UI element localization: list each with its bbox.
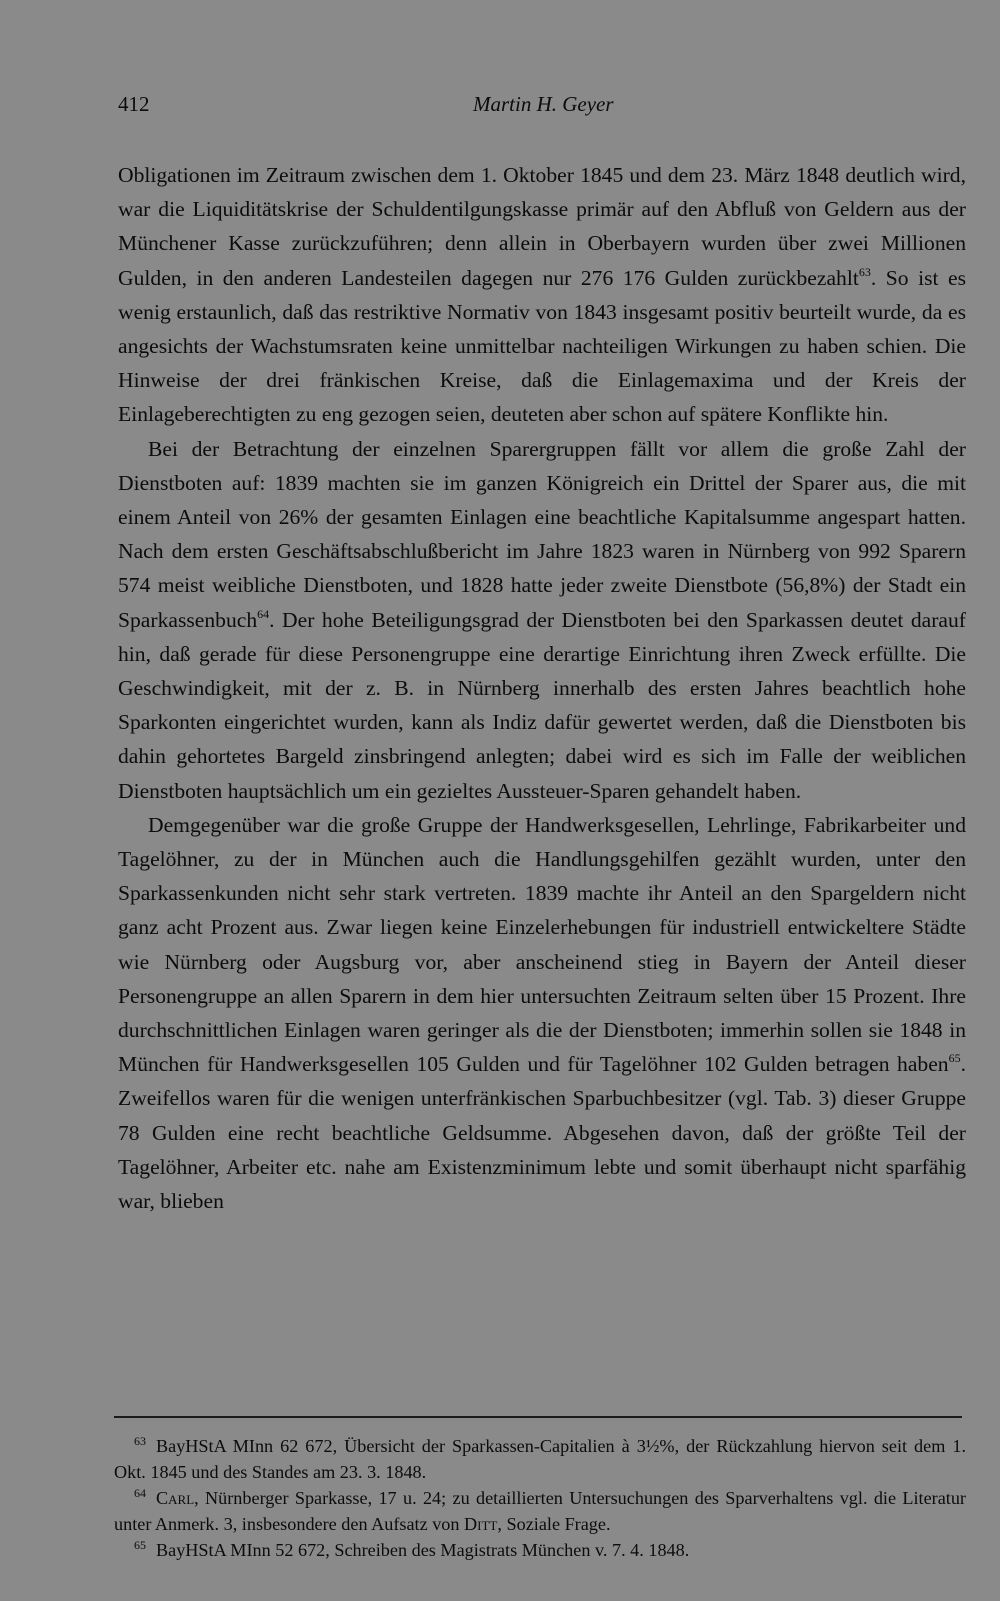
- page-number: 412: [118, 92, 150, 116]
- paragraph-2: [118, 432, 966, 808]
- footnote-text: , Soziale Frage.: [497, 1514, 611, 1534]
- paragraph-3-text-b: . Zweifellos waren für die wenigen unterfränkischen Sparbuchbesitzer (vgl. Tab. 3) dieser Gruppe 78 Gulden eine recht beachtliche Geldsumme. Abgesehen davon, daß der größte Teil der Tagelöhner, Arbeiter etc. nahe am Existenzminimum lebte und somit überhaupt nicht sparfähig war, blieben: [118, 1052, 966, 1214]
- footnote-author: Ditt: [464, 1514, 498, 1534]
- footnote-ref-65: 65: [948, 1051, 961, 1066]
- paragraph-3-text-a: Demgegenüber war die große Gruppe der Handwerksgesellen, Lehrlinge, Fabrikarbeiter und Tagelöhner, zu der in München auch die Handlungsgehilfen gezählt wurden, unter den Sparkassenkunden nicht sehr stark vertreten. 1839 machte ihr Anteil an den Spargeldern nicht ganz acht Prozent aus. Zwar liegen keine Einzelerhebungen für industriell entwickeltere Städte wie Nürnberg oder Augsburg vor, aber anscheinend stieg in Bayern der Anteil dieser Personengruppe an allen Sparern in dem hier untersuchten Zeitraum selten über 15 Prozent. Ihre durchschnittlichen Einlagen waren geringer als die der Dienstboten; immerhin sollen sie 1848 in München für Handwerksgesellen 105 Gulden und für Tagelöhner 102 Gulden betragen haben: [118, 812, 966, 1077]
- paragraph-2-text-a: Bei der Betrachtung der einzelnen Sparergruppen fällt vor allem die große Zahl der Dienstboten auf: 1839 machten sie im ganzen Königreich ein Drittel der Sparer aus, die mit einem Anteil von 26% der gesamten Einlagen eine beachtliche Kapitalsumme angespart hatten. Nach dem ersten Geschäftsabschlußbericht im Jahre 1823 waren in Nürnberg von 992 Sparern 574 meist weibliche Dienstboten, und 1828 hatte jeder zweite Dienstbote (56,8%) der Stadt ein Sparkassenbuch: [118, 436, 966, 632]
- paragraph-2-text-b: . Der hohe Beteiligungsgrad der Dienstboten bei den Sparkassen deutet darauf hin, daß gerade für diese Personengruppe eine derartige Einrichtung ihren Zweck erfüllte. Die Geschwindigkeit, mit der z. B. in Nürnberg innerhalb des ersten Jahres beachtlich hohe Sparkonten eingerichtet wurden, kann als Indiz dafür gewertet werden, daß die Dienstboten bis dahin gehortetes Bargeld zinsbringend anlegten; dabei wird es sich im Falle der weiblichen Dienstboten hauptsächlich um ein gezieltes Aussteuer-Sparen gehandelt haben.: [118, 607, 966, 803]
- footnote-ref-63: 63: [858, 264, 871, 279]
- footnote-number: 64: [134, 1486, 146, 1500]
- running-head-author: Martin H. Geyer: [473, 92, 614, 116]
- footnote-text: BayHStA MInn 62 672, Übersicht der Sparkassen-Capitalien à 3½%, der Rückzahlung hiervon seit dem 1. Okt. 1845 und des Standes am 23. 3. 1848.: [114, 1436, 966, 1482]
- footnote-63: [114, 1433, 966, 1485]
- paragraph-1-text-a: Obligationen im Zeitraum zwischen dem 1. Oktober 1845 und dem 23. März 1848 deutlich wird, war die Liquiditätskrise der Schuldentilgungskasse primär auf den Abfluß von Geldern aus der Münchener Kasse zurückzuführen; denn allein in Oberbayern wurden über zwei Millionen Gulden, in den anderen Landesteilen dagegen nur 276 176 Gulden zurückbezahlt: [118, 163, 966, 290]
- footnote-65: [114, 1537, 966, 1563]
- footnote-64: [114, 1485, 966, 1537]
- footnotes: [114, 1433, 966, 1563]
- footnote-author: Carl: [156, 1488, 195, 1508]
- footnote-text: BayHStA MInn 52 672, Schreiben des Magistrats München v. 7. 4. 1848.: [156, 1540, 690, 1560]
- footnote-text: , Nürnberger Sparkasse, 17 u. 24; zu detaillierten Untersuchungen des Sparverhaltens vgl. die Literatur unter Anmerk. 3, insbesondere den Aufsatz von: [114, 1488, 966, 1534]
- paragraph-1: [118, 158, 966, 432]
- footnote-number: 65: [134, 1538, 146, 1552]
- body-text: [118, 158, 966, 1218]
- paragraph-1-text-b: . So ist es wenig erstaunlich, daß das restriktive Normativ von 1843 insgesamt positiv beurteilt wurde, da es angesichts der Wachstumsraten keine unmittelbar nachteiligen Wirkungen zu haben schien. Die Hinweise der drei fränkischen Kreise, daß die Einlagemaxima und der Kreis der Einlageberechtigten zu eng gezogen seien, deuteten aber schon auf spätere Konflikte hin.: [118, 265, 966, 427]
- footnote-ref-64: 64: [257, 606, 270, 621]
- page-header: [118, 92, 952, 128]
- paragraph-3: [118, 808, 966, 1218]
- footnote-number: 63: [134, 1434, 146, 1448]
- footnote-divider: [114, 1416, 962, 1418]
